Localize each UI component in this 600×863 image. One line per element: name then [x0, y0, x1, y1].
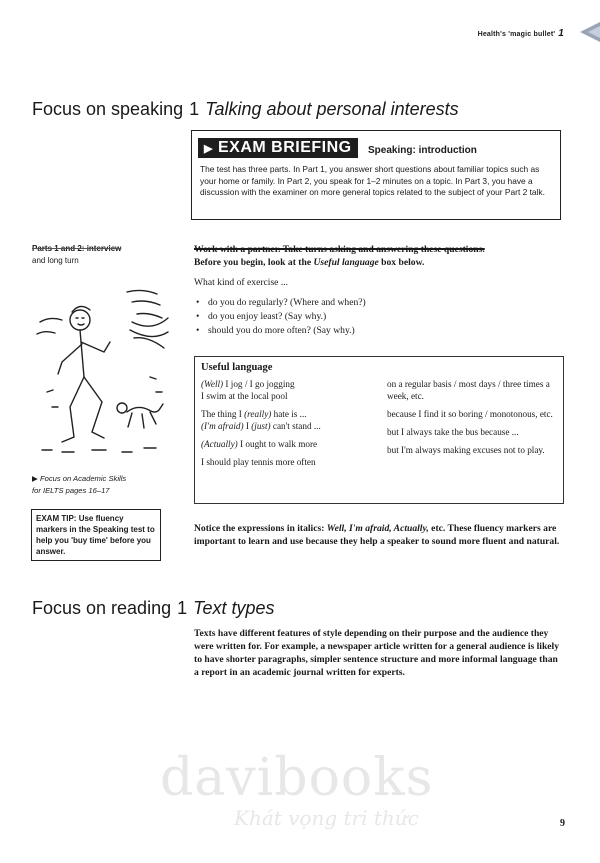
watermark-logo: davibooks [160, 748, 434, 808]
phrase-ending: on a regular basis / most days / three times a week, etc. [387, 379, 550, 401]
play-triangle-icon: ▶ [32, 474, 40, 483]
reading-paragraph: Texts have different features of style depending on their purpose and the audience they were written for. For example, a newspaper article written for a general audience is likely to have shorter paragraphs, simpler sentence structure and more informal language than a report in an academic journal written for experts. [194, 628, 560, 678]
parts-label-line2: and long turn [32, 256, 79, 265]
jogger-illustration [32, 282, 172, 462]
corner-tab-icon [578, 22, 600, 42]
exercise-question: What kind of exercise ... [194, 277, 289, 288]
notice-paragraph: Notice the expressions in italics: Well, I'm afraid, Actually, etc. These fluency markers are important to learn and use because they help a speaker to sound more fluent and natural. [194, 523, 560, 547]
running-header [478, 28, 564, 39]
list-item: • do you do regularly? (Where and when?) [194, 296, 366, 310]
question-list [194, 296, 366, 338]
play-triangle-icon: ▶ [204, 143, 213, 155]
focus-skills-link [32, 473, 162, 497]
task-instructions [194, 243, 564, 269]
exam-briefing-tab [198, 138, 358, 158]
exam-tip-text: Use fluency markers in the Speaking test to help you 'buy time' before you answer. [36, 514, 155, 556]
task-instruction-2: Before you begin, look at the Useful language box below. [194, 257, 425, 268]
focus-link-line2: for IELTS pages 16–17 [32, 486, 110, 495]
exam-briefing-label: Speaking: introduction [368, 145, 477, 156]
useful-language-left-column [201, 378, 381, 474]
speaking-heading [32, 98, 459, 120]
speaking-subtitle: Talking about personal interests [205, 99, 459, 119]
phrase-group: (Well) I jog / I go jogging I swim at the local pool [201, 379, 295, 401]
exam-briefing-box [191, 130, 561, 220]
exam-briefing-tab-label: EXAM BRIEFING [217, 139, 352, 156]
task-instruction-1: Work with a partner. Take turns asking and answering these questions. [194, 244, 485, 255]
phrase-group: (Actually) I ought to walk more [201, 439, 318, 449]
phrase-ending: but I always take the bus because ... [387, 427, 519, 437]
watermark-tagline: Khát vọng tri thức [234, 806, 419, 830]
phrase-group: I should play tennis more often [201, 457, 316, 467]
parts-label-line1: Parts 1 and 2: interview [32, 244, 122, 253]
focus-link-line1: Focus on Academic Skills [39, 474, 127, 483]
reading-heading [32, 597, 275, 619]
running-separator: 1 [558, 28, 564, 39]
speaking-title: Focus on speaking [32, 99, 184, 119]
useful-language-title: Useful language [201, 362, 273, 373]
list-item: • do you enjoy least? (Say why.) [194, 310, 366, 324]
phrase-ending: but I'm always making excuses not to play. [387, 445, 545, 455]
exam-tip-box [31, 509, 161, 561]
exam-briefing-text: The test has three parts. In Part 1, you answer short questions about familiar topics such as your home or family. In Part 2, you speak for 1–2 minutes on a topic. In Part 3, you have a discussion with the examiner on more general topics related to the subject of your Part 2 talk. [200, 164, 545, 197]
useful-language-box [194, 356, 564, 504]
useful-language-right-column [387, 378, 557, 462]
page-number: 9 [560, 818, 565, 829]
speaking-bar: 1 [189, 99, 200, 119]
reading-subtitle: Text types [193, 598, 275, 618]
reading-title: Focus on reading [32, 598, 172, 618]
exam-tip-label: EXAM TIP: [36, 514, 77, 523]
phrase-group: The thing I (really) hate is ... (I'm afraid) I (just) can't stand ... [201, 409, 321, 431]
reading-bar: 1 [177, 598, 188, 618]
list-item: • should you do more often? (Say why.) [194, 324, 366, 338]
phrase-ending: because I find it so boring / monotonous, etc. [387, 409, 553, 419]
running-title: Health's 'magic bullet' [477, 31, 556, 38]
parts-label [32, 243, 142, 267]
